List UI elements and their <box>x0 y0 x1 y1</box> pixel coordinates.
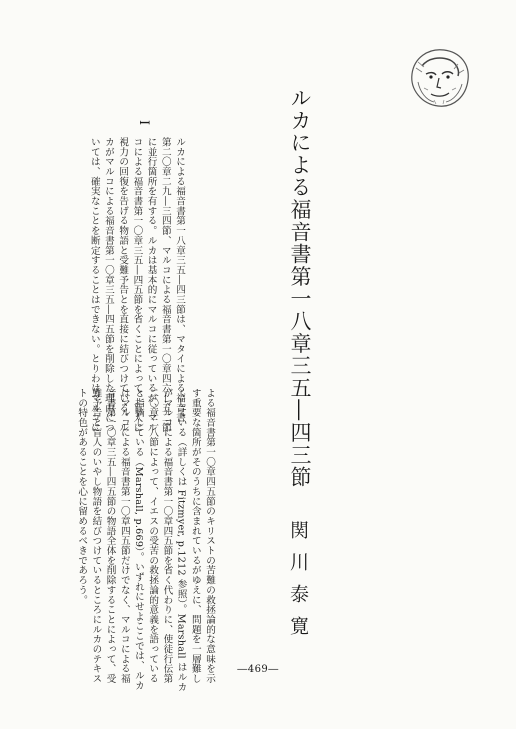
author-name: 関川泰寛 <box>287 520 309 648</box>
body-text-upper: ルカによる福音書第一八章三五―四三節は、マタイによる福音書 第二〇章二九―三四節、マルコによる福音書第一〇章四六―五二節 に並行箇所を有する。ルカは基本的にマルコに従っているが、マル コによる福音書第一〇章三五―四五節を省くことによって、盲人に 視力の回復を告げる物語と受難予告とを直接に結びつけている。ル カがマルコによる福音書第一〇章三五―四五節を削除した理由につ いては、確実なことを断定することはできない。とりわけマルコに <box>88 137 185 433</box>
section-numeral: I <box>136 120 151 126</box>
body-text-lower: よる福音書第一〇章四五節のキリストの苦難の救拯論的な意味を示 す重要な箇所がそのうちに含まれているがゆえに、問題を一層難し くしている（詳しくは Fitzmyer, p.1212 参照）。Marshall はルカ がマルコによる福音書第一〇章四五節を省く代わりに、使徒行伝第 二〇章二八節によって、イエスの受苦の救拯論的意義を語っている と指摘している（Marshall, p.669）。いずれにせよここでは、ルカ はマルコによる福音書第一〇章四五節だけでなく、マルコによる福 音書第一〇章三五―四五節の物語全体を削除することによって、受 難予告と盲人のいやし物語を結びつけているところにルカのテキス トの特色があることを心に留めるべきであろう。 <box>76 388 215 692</box>
woodcut-portrait-icon <box>404 44 474 112</box>
article-title: ルカによる福音書第一八章三五―四三節 <box>288 87 312 489</box>
page-number: ―469― <box>237 664 279 675</box>
